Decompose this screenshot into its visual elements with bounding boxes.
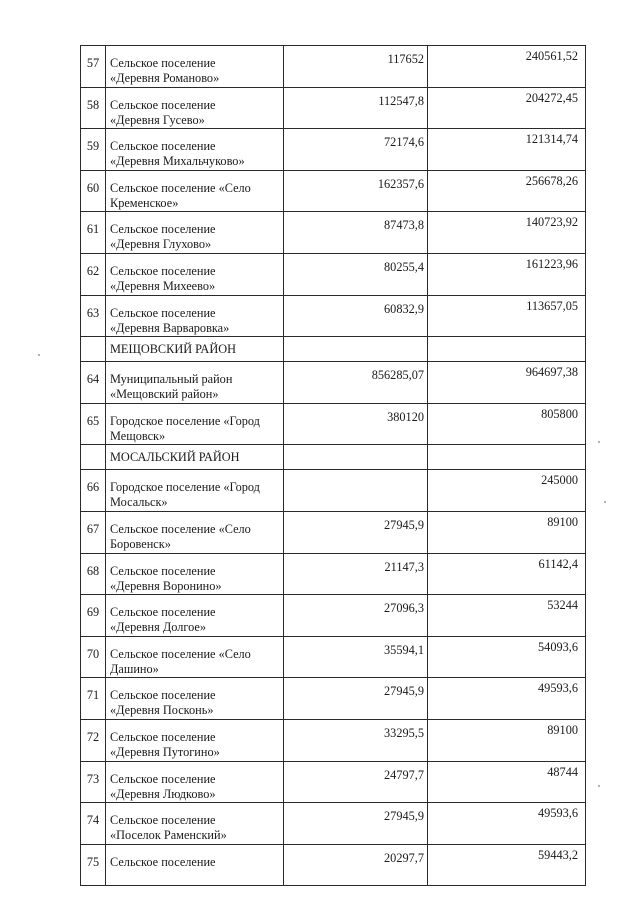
value-2-cell: 245000: [428, 470, 586, 512]
value-1-cell: 24797,7: [284, 761, 428, 803]
scan-speck: [598, 785, 600, 787]
row-number-cell: 63: [81, 295, 106, 337]
row-number-cell: 70: [81, 636, 106, 678]
row-number-cell: 59: [81, 129, 106, 171]
value-2-cell: 204272,45: [428, 87, 586, 129]
row-number-cell: 57: [81, 46, 106, 88]
value-1-cell: 27945,9: [284, 511, 428, 553]
value-cell-empty: [428, 337, 586, 362]
value-2-cell: 161223,96: [428, 253, 586, 295]
value-1-cell: 856285,07: [284, 362, 428, 404]
value-1-cell: 27945,9: [284, 678, 428, 720]
value-2-cell: 48744: [428, 761, 586, 803]
value-1-cell: 117652: [284, 46, 428, 88]
settlement-name-cell: Сельское поселение «Деревня Романово»: [106, 46, 284, 88]
value-cell-empty: [284, 337, 428, 362]
row-number-cell: 58: [81, 87, 106, 129]
settlement-name-cell: Сельское поселение «Село Боровенск»: [106, 511, 284, 553]
value-1-cell: 162357,6: [284, 170, 428, 212]
settlement-name-cell: Городское поселение «Город Мосальск»: [106, 470, 284, 512]
scan-speck: [598, 441, 600, 443]
row-number-cell: 60: [81, 170, 106, 212]
value-1-cell: 27945,9: [284, 803, 428, 845]
table-row: [81, 46, 586, 88]
table-row: [81, 844, 586, 886]
value-1-cell: 60832,9: [284, 295, 428, 337]
value-1-cell: 33295,5: [284, 719, 428, 761]
table-row: [81, 87, 586, 129]
row-number-cell: 72: [81, 719, 106, 761]
row-number-cell: 61: [81, 212, 106, 254]
value-2-cell: 256678,26: [428, 170, 586, 212]
value-2-cell: 49593,6: [428, 803, 586, 845]
value-2-cell: 53244: [428, 595, 586, 637]
row-number-cell: [81, 445, 106, 470]
table-row: [81, 761, 586, 803]
value-1-cell: 20297,7: [284, 844, 428, 886]
settlement-name-cell: Сельское поселение «Деревня Гусево»: [106, 87, 284, 129]
settlement-name-cell: Сельское поселение «Деревня Посконь»: [106, 678, 284, 720]
table-row: [81, 295, 586, 337]
settlement-name-cell: Сельское поселение «Деревня Глухово»: [106, 212, 284, 254]
table-row: [81, 470, 586, 512]
value-1-cell: 80255,4: [284, 253, 428, 295]
row-number-cell: 64: [81, 362, 106, 404]
value-2-cell: 121314,74: [428, 129, 586, 171]
row-number-cell: 68: [81, 553, 106, 595]
table-row: [81, 678, 586, 720]
value-2-cell: 61142,4: [428, 553, 586, 595]
settlement-name-cell: Сельское поселение «Деревня Людково»: [106, 761, 284, 803]
value-2-cell: 89100: [428, 511, 586, 553]
section-title: МОСАЛЬСКИЙ РАЙОН: [106, 445, 284, 470]
scan-speck: [38, 354, 40, 356]
value-1-cell: 72174,6: [284, 129, 428, 171]
settlement-name-cell: Сельское поселение «Деревня Михальчуково»: [106, 129, 284, 171]
value-cell-empty: [284, 445, 428, 470]
row-number-cell: [81, 337, 106, 362]
row-number-cell: 62: [81, 253, 106, 295]
table-row: [81, 553, 586, 595]
value-2-cell: 240561,52: [428, 46, 586, 88]
value-2-cell: 805800: [428, 403, 586, 445]
settlement-name-cell: Сельское поселение «Село Дашино»: [106, 636, 284, 678]
row-number-cell: 65: [81, 403, 106, 445]
settlement-name-cell: Городское поселение «Город Мещовск»: [106, 403, 284, 445]
value-2-cell: 59443,2: [428, 844, 586, 886]
row-number-cell: 71: [81, 678, 106, 720]
value-1-cell: 87473,8: [284, 212, 428, 254]
settlement-name-cell: Сельское поселение «Деревня Михеево»: [106, 253, 284, 295]
section-header-row: [81, 445, 586, 470]
settlement-name-cell: Сельское поселение «Деревня Путогино»: [106, 719, 284, 761]
value-2-cell: 54093,6: [428, 636, 586, 678]
section-header-row: [81, 337, 586, 362]
settlement-name-cell: Сельское поселение «Деревня Долгое»: [106, 595, 284, 637]
row-number-cell: 75: [81, 844, 106, 886]
value-2-cell: 49593,6: [428, 678, 586, 720]
settlement-name-cell: Сельское поселение «Поселок Раменский»: [106, 803, 284, 845]
table-body: [81, 46, 586, 886]
value-2-cell: 89100: [428, 719, 586, 761]
settlement-name-cell: Сельское поселение «Село Кременское»: [106, 170, 284, 212]
table-row: [81, 129, 586, 171]
row-number-cell: 69: [81, 595, 106, 637]
table-row: [81, 212, 586, 254]
table-row: [81, 719, 586, 761]
settlement-name-cell: Сельское поселение: [106, 844, 284, 886]
table-row: [81, 362, 586, 404]
row-number-cell: 74: [81, 803, 106, 845]
value-1-cell: 112547,8: [284, 87, 428, 129]
value-1-cell: 27096,3: [284, 595, 428, 637]
value-1-cell: 380120: [284, 403, 428, 445]
table-row: [81, 803, 586, 845]
row-number-cell: 67: [81, 511, 106, 553]
value-1-cell: [284, 470, 428, 512]
budget-table: [80, 45, 586, 886]
table-row: [81, 403, 586, 445]
table-row: [81, 595, 586, 637]
value-1-cell: 21147,3: [284, 553, 428, 595]
row-number-cell: 73: [81, 761, 106, 803]
value-cell-empty: [428, 445, 586, 470]
scan-speck: [604, 501, 606, 503]
settlement-name-cell: Муниципальный район «Мещовский район»: [106, 362, 284, 404]
table-row: [81, 636, 586, 678]
section-title: МЕЩОВСКИЙ РАЙОН: [106, 337, 284, 362]
table-row: [81, 170, 586, 212]
value-2-cell: 113657,05: [428, 295, 586, 337]
value-1-cell: 35594,1: [284, 636, 428, 678]
table-row: [81, 253, 586, 295]
settlement-name-cell: Сельское поселение «Деревня Варваровка»: [106, 295, 284, 337]
table-row: [81, 511, 586, 553]
row-number-cell: 66: [81, 470, 106, 512]
settlement-name-cell: Сельское поселение «Деревня Воронино»: [106, 553, 284, 595]
value-2-cell: 140723,92: [428, 212, 586, 254]
value-2-cell: 964697,38: [428, 362, 586, 404]
